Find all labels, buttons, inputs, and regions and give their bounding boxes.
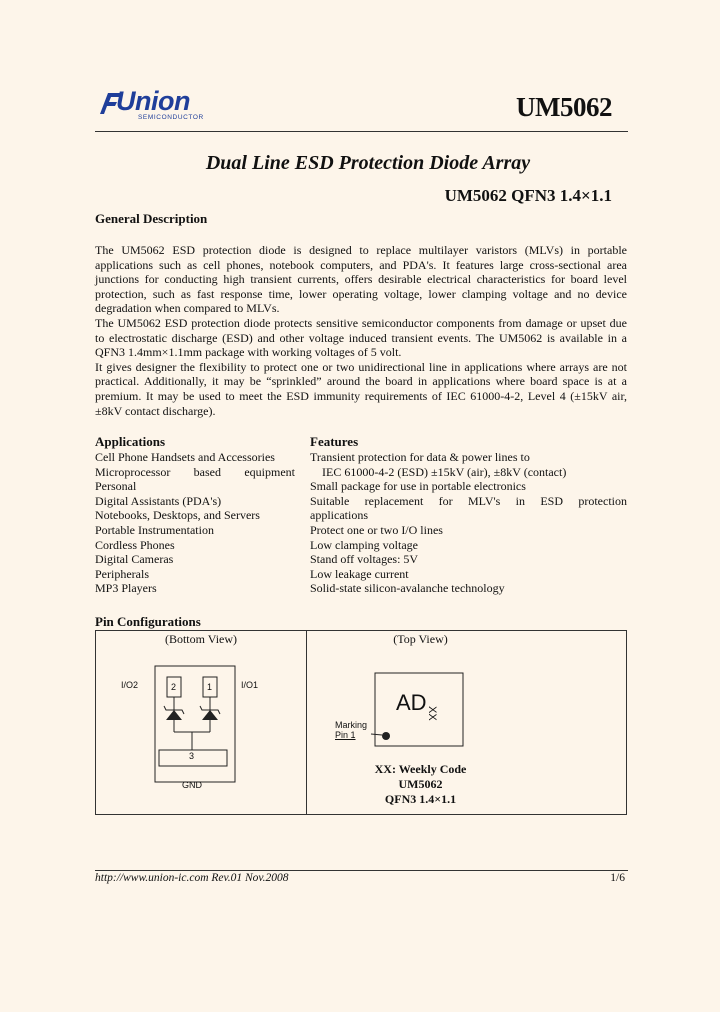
- list-item: Portable Instrumentation: [95, 522, 214, 537]
- footer-rule: [95, 870, 628, 871]
- header-rule: [95, 131, 628, 132]
- pin-1-number: 1: [207, 682, 213, 692]
- page-number: 1/6: [610, 872, 625, 884]
- general-description-body: [95, 243, 627, 418]
- list-item: Personal: [95, 479, 137, 494]
- list-item: Transient protection for data & power lines to: [310, 450, 530, 464]
- general-paragraph: It gives designer the flexibility to protect one or two unidirectional line in applications where arrays are not practical. Additionally, it may be “sprinkled” around the board in applications where board space is at a premium. It may be used to meet the ESD immunity requirements of IEC 61000-4-2, Level 4 (±15kV air, ±8kV contact discharge).: [95, 359, 627, 418]
- list-item: Cell Phone Handsets and Accessories: [95, 450, 275, 464]
- io1-label: I/O1: [241, 680, 259, 690]
- features-list: [310, 450, 627, 596]
- list-item: Small package for use in portable electronics: [310, 479, 526, 494]
- pin-2-number: 2: [171, 682, 177, 692]
- pin-configurations-heading: Pin Configurations: [95, 614, 201, 629]
- general-paragraph: The UM5062 ESD protection diode is designed to replace multilayer varistors (MLVs) in portable applications such as cell phones, notebook computers, and PDA's. It features large cross-sectional area junctions for conducting high transient currents, offers desirable electrical characteristics for board level protection, such as fast response time, lower operating voltage, lower clamping voltage and no device degradation when compared to MLVs.: [95, 243, 627, 316]
- company-logo: [98, 88, 228, 122]
- list-item: IEC 61000-4-2 (ESD) ±15kV (air), ±8kV (contact): [322, 464, 567, 479]
- applications-list: [95, 450, 295, 596]
- list-item: Solid-state silicon-avalanche technology: [310, 581, 505, 596]
- general-paragraph: The UM5062 ESD protection diode protects sensitive semiconductor components from damage or upset due to electrostatic discharge (ESD) and other voltage induced transient events. The UM5062 is available in a QFN3 1.4mm×1.1mm package with working voltages of 5 volt.: [95, 315, 627, 360]
- bottom-view-label: (Bottom View): [164, 632, 238, 646]
- list-item: MP3 Players: [95, 581, 157, 596]
- top-view-label: (Top View): [393, 632, 448, 646]
- io2-label: I/O2: [121, 680, 139, 690]
- list-item: Digital Assistants (PDA's): [95, 493, 222, 508]
- features-heading: Features: [310, 434, 359, 449]
- document-subtitle: UM5062 QFN3 1.4×1.1: [444, 186, 612, 205]
- footer-url-revision[interactable]: http://www.union-ic.com Rev.01 Nov.2008: [95, 872, 289, 884]
- pin-1-marker-icon: [382, 732, 390, 740]
- diode-2-icon: [166, 710, 182, 720]
- list-item: applications: [310, 508, 368, 523]
- general-description-heading: General Description: [95, 211, 208, 226]
- diode-1-icon: [202, 710, 218, 720]
- logo-subtext: SEMICONDUCTOR: [138, 114, 204, 121]
- weekly-code-mark: XX: [426, 706, 438, 721]
- marking-pin-label: Marking Pin 1: [335, 720, 368, 740]
- gnd-label: GND: [182, 780, 202, 790]
- list-item: Protect one or two I/O lines: [310, 522, 443, 537]
- list-item: Suitable replacement for MLV's in ESD protection: [310, 493, 627, 508]
- list-item: Low clamping voltage: [310, 537, 418, 552]
- logo-text: Union: [116, 86, 190, 116]
- list-item: Notebooks, Desktops, and Servers: [95, 508, 260, 523]
- applications-heading: Applications: [95, 434, 166, 449]
- list-item: Low leakage current: [310, 566, 409, 581]
- part-legend: UM5062: [398, 777, 443, 791]
- weekly-code-legend: XX: Weekly Code: [374, 762, 467, 776]
- list-item: Stand off voltages: 5V: [310, 552, 419, 567]
- list-item: Cordless Phones: [95, 537, 175, 552]
- marking-text: AD: [396, 690, 427, 715]
- list-item: Microprocessor based equipment: [95, 464, 295, 479]
- pin-3-number: 3: [189, 751, 195, 761]
- top-view-legend: [307, 762, 534, 807]
- list-item: Peripherals: [95, 566, 149, 581]
- list-item: Digital Cameras: [95, 552, 174, 567]
- package-legend: QFN3 1.4×1.1: [384, 792, 457, 806]
- document-title: Dual Line ESD Protection Diode Array: [205, 152, 531, 174]
- header-part-number: UM5062: [516, 92, 612, 122]
